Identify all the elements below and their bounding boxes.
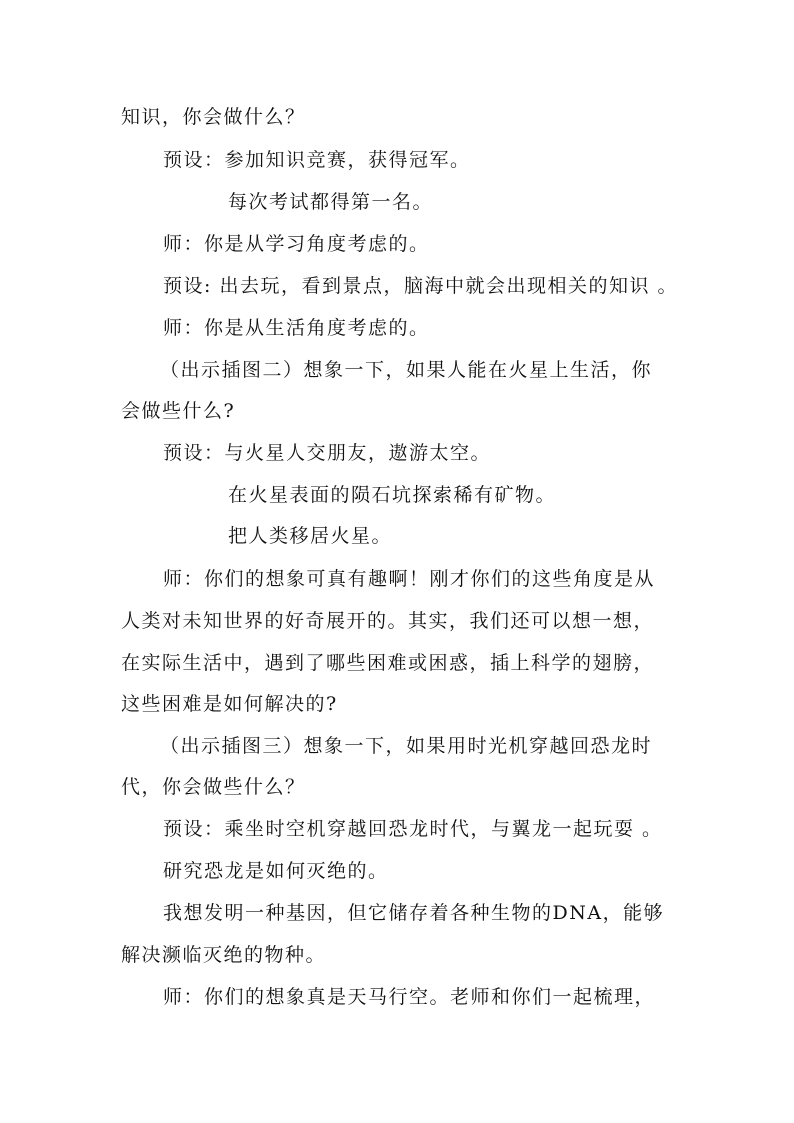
text-line: 这些困难是如何解决的? <box>121 693 338 715</box>
text-line: 把人类移居火星。 <box>228 525 393 547</box>
text-line: 研究恐龙是如何灭绝的。 <box>163 860 389 882</box>
text-line: 每次考试都得第一名。 <box>228 191 434 213</box>
text-line: 我想发明一种基因，但它储存着各种生物的DNA，能够 <box>163 902 665 924</box>
text-line: （出示插图二）想象一下，如果人能在火星上生活，你 <box>160 359 653 381</box>
text-line: 人类对未知世界的好奇展开的。其实，我们还可以想一想， <box>121 610 655 632</box>
text-line: 预设：乘坐时空机穿越回恐龙时代，与翼龙一起玩耍 。 <box>163 818 663 840</box>
text-line: 预设: 出去玩，看到景点，脑海中就会出现相关的知识 。 <box>163 275 678 297</box>
text-line: 师：你们的想象真是天马行空。老师和你们一起梳理， <box>163 986 656 1008</box>
text-line: 预设：与火星人交朋友，遨游太空。 <box>163 442 492 464</box>
text-line: 解决濒临灭绝的物种。 <box>121 944 327 966</box>
text-line: （出示插图三）想象一下，如果用时光机穿越回恐龙时 <box>160 735 653 757</box>
text-line: 会做些什么? <box>121 400 236 422</box>
text-line: 知识，你会做什么？ <box>121 106 306 128</box>
text-line: 代，你会做些什么？ <box>121 776 306 798</box>
text-line: 师：你是从生活角度考虑的。 <box>163 317 430 339</box>
text-line: 预设：参加知识竞赛，获得冠军。 <box>163 149 471 171</box>
text-line: 在实际生活中，遇到了哪些困难或困惑，插上科学的翅膀， <box>121 652 655 674</box>
text-line: 师：你是从学习角度考虑的。 <box>163 233 430 255</box>
text-line: 师：你们的想象可真有趣啊！刚才你们的这些角度是从 <box>163 568 656 590</box>
text-line: 在火星表面的陨石坑探索稀有矿物。 <box>228 484 557 506</box>
